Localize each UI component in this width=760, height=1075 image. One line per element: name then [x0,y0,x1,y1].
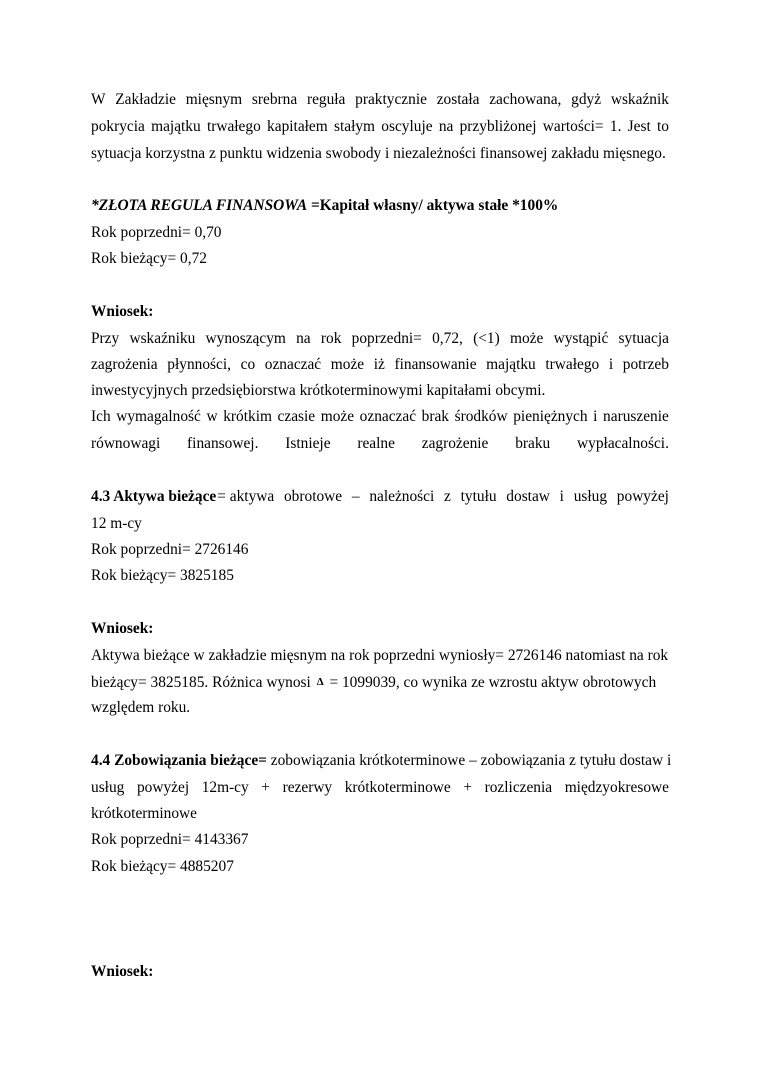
word: wypłacalności. [577,435,669,452]
golden-rule-title: *ZŁOTA REGULA FINANSOWA [91,197,308,214]
word: na [296,330,311,347]
word: kapitałem [267,118,328,135]
word: i [608,356,614,373]
word: płynności, [167,356,231,373]
word: na [438,118,454,135]
word: pokrycia [91,118,145,135]
paragraph-line: krótkoterminowe [91,805,197,822]
word: z [444,488,451,505]
word: W [91,91,106,108]
word: 12m-cy [201,779,249,796]
word: zachowana, [489,91,562,108]
word: oznaczać [359,408,417,425]
word: potrzeb [622,356,669,373]
word: Zakładzie [115,91,176,108]
word: została [436,91,480,108]
word: trwałego [206,118,261,135]
justified-line [91,435,669,453]
word: to [657,118,669,135]
word: oznaczać [264,356,322,373]
word: gdyż [571,91,602,108]
golden-rule-prev-year: Rok poprzedni= 0,70 [91,224,222,241]
text-span: = 1099039, co wynika ze wzrostu aktyw obrotowych [329,674,657,691]
word: obrotowe [283,488,343,505]
word: brak [421,408,450,425]
section-44-definition [91,752,671,770]
word: rozliczenia [484,779,553,796]
golden-rule-heading [91,197,558,215]
word: rezerwy [282,779,333,796]
word: wartości= [542,118,604,135]
word: powyżej [616,488,669,505]
text-span: bieżący= 3825185. Różnica wynosi [91,674,311,691]
text-span: zobowiązania krótkoterminowe – zobowiązania z tytułu dostaw i [266,752,672,769]
word: majątku [151,118,201,135]
word: usług [91,779,125,796]
conclusion-heading: Wniosek: [91,303,154,320]
section-43-heading: 4.3 Aktywa bieżące [91,488,217,505]
golden-rule-curr-year: Rok bieżący= 0,72 [91,250,207,267]
word: i [559,488,564,505]
paragraph-line: Aktywa bieżące w zakładzie mięsnym na rok poprzedni wyniosły= 2726146 natomiast na rok [91,647,669,664]
word: finansowanie [394,356,477,373]
word: w [206,408,218,425]
paragraph-line: względem roku. [91,699,191,716]
justified-line [217,488,669,506]
paragraph-line: sytuacja korzystna z punktu widzenia swobody i niezależności finansowej zakładu mięsnego. [91,145,666,162]
word: co [240,356,256,373]
paragraph-line [91,673,656,692]
word: 0,72, [432,330,463,347]
word: może [510,330,544,347]
word: mięsnym [185,91,243,108]
section-43-prev-year: Rok poprzedni= 2726146 [91,541,249,558]
word: i [593,408,598,425]
word: poprzedni= [351,330,422,347]
word: usług [573,488,608,505]
section-44-heading: 4.4 Zobowiązania bieżące= [91,752,267,769]
word: przybliżonej [459,118,537,135]
word: srebrna [251,91,298,108]
word: wynoszącym [205,330,286,347]
justified-line [91,356,669,374]
section-43-definition [91,488,669,506]
word: tytułu [460,488,497,505]
justified-line [91,408,669,426]
word: czasie [277,408,316,425]
word: wymagalność [116,408,201,425]
word: + [463,779,473,796]
word: praktycznie [355,91,427,108]
section-44-prev-year: Rok poprzedni= 4143367 [91,831,249,848]
paragraph-line: 12 m-cy [91,515,142,532]
word: wskaźniku [129,330,196,347]
word: realne [357,435,395,452]
word: = aktywa [217,488,275,505]
delta-symbol: Δ [316,676,324,688]
word: stałym [333,118,376,135]
word: naruszenie [603,408,669,425]
word: rok [320,330,342,347]
word: + [261,779,270,796]
word: Istnieje [285,435,331,452]
conclusion-heading: Wniosek: [91,963,154,980]
word: trwałego [545,356,600,373]
justified-line [91,330,669,348]
word: Ich [91,408,111,425]
word: krótkoterminowe [344,779,451,796]
word: może [320,408,355,425]
word: krótkim [223,408,272,425]
word: Przy [91,330,120,347]
word: międzyokresowe [564,779,669,796]
word: zagrożenie [421,435,489,452]
word: majątku [486,356,536,373]
word: powyżej [136,779,190,796]
paragraph-line: inwestycyjnych przedsiębiorstwa krótkoterminowymi kapitałami obcymi. [91,382,546,399]
word: Jest [627,118,651,135]
word: braku [515,435,551,452]
word: równowagi [91,435,161,452]
word: (<1) [473,330,500,347]
word: wskaźnik [610,91,669,108]
golden-rule-formula: =Kapitał własny/ aktywa stałe *100% [307,197,559,214]
justified-line [91,779,669,797]
word: środków [454,408,508,425]
section-43-curr-year: Rok bieżący= 3825185 [91,567,234,584]
conclusion-heading: Wniosek: [91,620,154,637]
word: wystąpić [553,330,609,347]
word: 1. [609,118,622,135]
word: – [351,488,360,505]
word: należności [369,488,435,505]
justified-line [91,118,669,136]
justified-line [91,91,669,109]
word: oscyluje [381,118,433,135]
section-44-curr-year: Rok bieżący= 4885207 [91,858,234,875]
word: dostaw [506,488,550,505]
word: pieniężnych [513,408,588,425]
word: iż [373,356,385,373]
word: finansowej. [187,435,259,452]
word: reguła [306,91,346,108]
word: zagrożenia [91,356,158,373]
word: może [330,356,365,373]
word: sytuacja [618,330,669,347]
